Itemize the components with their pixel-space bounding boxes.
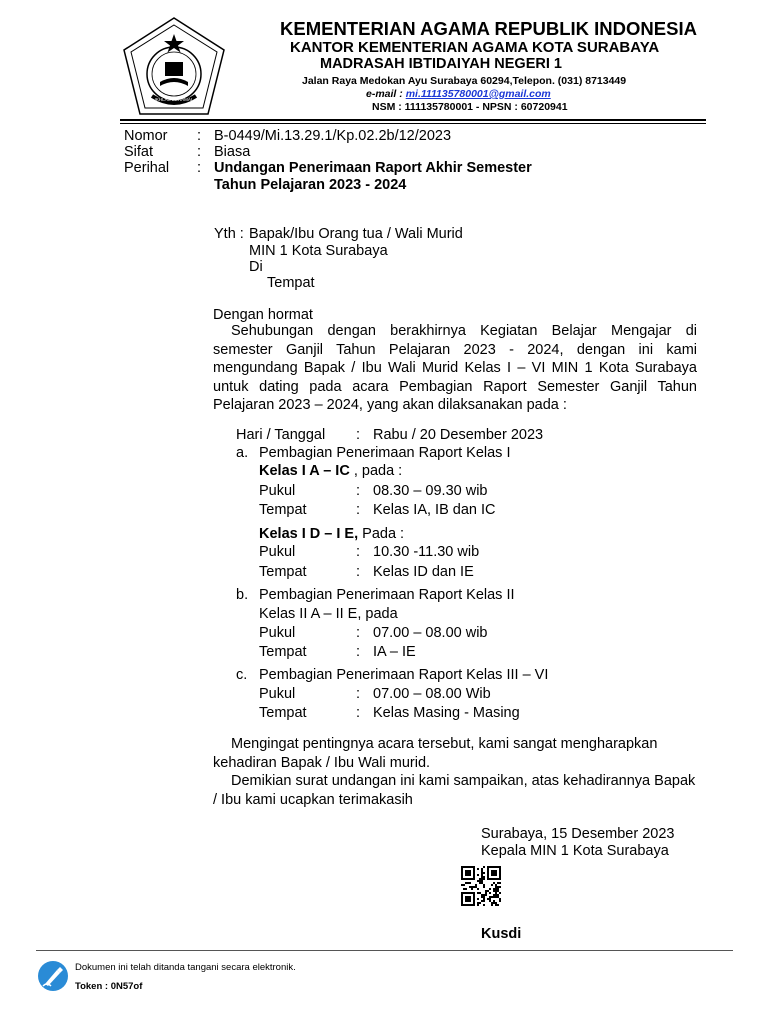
perihal-label: Perihal (124, 160, 170, 176)
item-b-tempat-colon: : (356, 644, 361, 660)
school-address: Jalan Raya Medokan Ayu Surabaya 60294,Telepon. (031) 8713449 (302, 75, 627, 87)
item-b-pukul-value: 07.00 – 08.00 wib (373, 625, 488, 641)
item-a1-group-bold: Kelas I A – IC (259, 463, 350, 479)
item-c-pukul-colon: : (356, 686, 361, 702)
item-b-pukul-colon: : (356, 625, 361, 641)
item-a2-group-rest: Pada : (358, 526, 405, 542)
item-c-tempat-value: Kelas Masing - Masing (373, 705, 520, 721)
item-a2-pukul-value: 10.30 -11.30 wib (373, 544, 480, 560)
footer-rule (36, 950, 733, 951)
item-c-pukul-label: Pukul (259, 686, 296, 702)
item-a-title: Pembagian Penerimaan Raport Kelas I (259, 445, 511, 461)
logo-motto: IKHLAS BERAMAL (154, 97, 194, 102)
hari-label: Hari / Tanggal (236, 427, 326, 443)
item-a2-tempat-label: Tempat (259, 564, 307, 580)
perihal-line2: Tahun Pelajaran 2023 - 2024 (214, 177, 407, 193)
signer-name: Kusdi (481, 926, 522, 942)
item-a1-tempat-label: Tempat (259, 502, 307, 518)
intro-paragraph: Sehubungan dengan berakhirnya Kegiatan Belajar Mengajar di semester Ganjil Tahun Pelajaran 2023 - 2024, dengan ini kami mengundang Bapak / Ibu Wali Murid Kelas I – VI MIN 1 Kota Surabaya untuk dating pada acara Pembagian Raport Semester Ganjil Tahun Pelajaran 2023 – 2024, yang akan dilaksanakan pada : (213, 323, 697, 413)
yth-label: Yth : (214, 226, 244, 242)
hari-colon: : (356, 427, 361, 443)
item-c-title: Pembagian Penerimaan Raport Kelas III – VI (259, 667, 549, 683)
footer-note: Dokumen ini telah ditanda tangani secara elektronik. (75, 962, 296, 973)
signature-qr-code (461, 866, 501, 906)
item-a1-pukul-colon: : (356, 483, 361, 499)
ministry-logo (118, 14, 230, 118)
school-ids: NSM : 111135780001 - NPSN : 60720941 (372, 101, 568, 113)
item-a2-tempat-value: Kelas ID dan IE (373, 564, 474, 580)
closing-paragraph-2: Demikian surat undangan ini kami sampaikan, atas kehadirannya Bapak / Ibu kami ucapkan terimakasih (213, 773, 696, 808)
footer-token: Token : 0N57of (75, 981, 143, 992)
addressee-line4: Tempat (267, 275, 315, 291)
office-name: KANTOR KEMENTERIAN AGAMA KOTA SURABAYA (290, 39, 660, 56)
item-a1-tempat-value: Kelas IA, IB dan IC (373, 502, 496, 518)
sifat-colon: : (197, 144, 202, 160)
sifat-label: Sifat (124, 144, 154, 160)
e-signature-icon (37, 960, 69, 992)
item-a1-pukul-value: 08.30 – 09.30 wib (373, 483, 488, 499)
closing-paragraph-1: Mengingat pentingnya acara tersebut, kami sangat mengharapkan kehadiran Bapak / Ibu Wali murid. (213, 736, 658, 771)
header-rule-thick (120, 119, 706, 121)
item-a1-pukul-label: Pukul (259, 483, 296, 499)
item-a1-group-rest: , pada : (349, 463, 403, 479)
school-email-link[interactable]: mi.111135780001@gmail.com (405, 88, 551, 100)
signature-place-date: Surabaya, 15 Desember 2023 (481, 826, 675, 842)
item-a2-group-bold: Kelas I D – I E, (259, 526, 359, 542)
header-rule-thin (120, 123, 706, 124)
item-a2-tempat-colon: : (356, 564, 361, 580)
greeting: Dengan hormat (213, 307, 313, 323)
nomor-label: Nomor (124, 128, 168, 144)
nomor-colon: : (197, 128, 202, 144)
item-b-pukul-label: Pukul (259, 625, 296, 641)
addressee-line1: Bapak/Ibu Orang tua / Wali Murid (249, 226, 463, 242)
item-c-pukul-value: 07.00 – 08.00 Wib (373, 686, 491, 702)
item-c-marker: c. (236, 667, 248, 683)
item-b-marker: b. (236, 587, 249, 603)
item-a1-tempat-colon: : (356, 502, 361, 518)
perihal-line1: Undangan Penerimaan Raport Akhir Semester (214, 160, 532, 176)
nomor-value: B-0449/Mi.13.29.1/Kp.02.2b/12/2023 (214, 128, 452, 144)
item-c-tempat-colon: : (356, 705, 361, 721)
item-a2-pukul-label: Pukul (259, 544, 296, 560)
school-name: MADRASAH IBTIDAIYAH NEGERI 1 (320, 56, 562, 72)
sifat-value: Biasa (214, 144, 251, 160)
addressee-line2: MIN 1 Kota Surabaya (249, 243, 388, 259)
item-b-group: Kelas II A – II E, pada (259, 606, 398, 622)
email-label: e-mail : (366, 88, 406, 100)
signature-position: Kepala MIN 1 Kota Surabaya (481, 843, 669, 859)
ministry-name: KEMENTERIAN AGAMA REPUBLIK INDONESIA (280, 18, 697, 39)
item-b-tempat-label: Tempat (259, 644, 307, 660)
item-c-tempat-label: Tempat (259, 705, 307, 721)
item-b-title: Pembagian Penerimaan Raport Kelas II (259, 587, 515, 603)
perihal-colon: : (197, 160, 202, 176)
addressee-line3: Di (249, 259, 263, 275)
item-b-tempat-value: IA – IE (373, 644, 416, 660)
item-a2-pukul-colon: : (356, 544, 361, 560)
item-a2-group (259, 526, 404, 543)
item-a-marker: a. (236, 445, 249, 461)
school-email-line (366, 88, 551, 100)
hari-value: Rabu / 20 Desember 2023 (373, 427, 544, 443)
item-a1-group (259, 463, 402, 480)
